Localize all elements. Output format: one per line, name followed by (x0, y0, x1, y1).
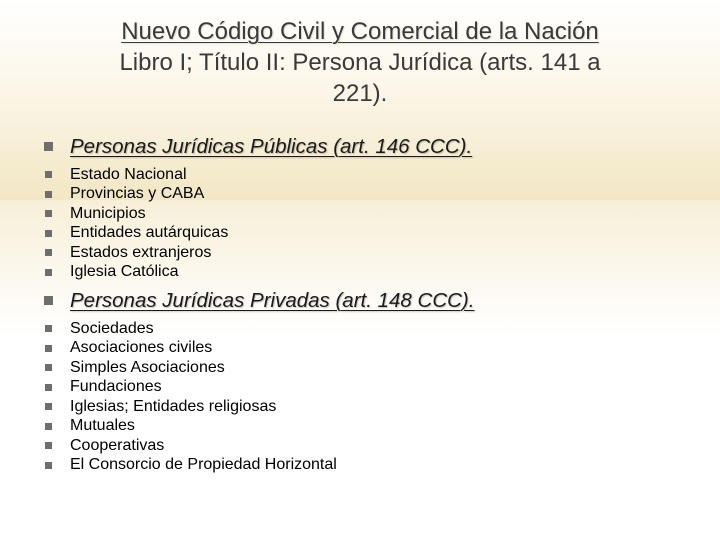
square-bullet-icon (45, 230, 52, 237)
square-bullet-icon (45, 462, 52, 469)
square-bullet-icon (45, 191, 52, 198)
list-item-text: Estado Nacional (70, 165, 187, 183)
list-item-text: Mutuales (70, 417, 135, 435)
heading-privadas-text: Personas Jurídicas Privadas (art. 148 CCC). (70, 288, 475, 312)
title-line-2: Libro I; Título II: Persona Jurídica (arts. 141 a (119, 49, 601, 76)
list-item-text: Fundaciones (70, 378, 162, 396)
list-item (36, 224, 686, 244)
square-bullet-icon (45, 269, 52, 276)
square-bullet-icon (45, 384, 52, 391)
list-item-text: Provincias y CABA (70, 185, 205, 203)
list-item-text: Municipios (70, 204, 146, 222)
list-item (36, 456, 686, 476)
list-item (36, 185, 686, 205)
square-bullet-icon (45, 345, 52, 352)
slide-title (20, 16, 700, 109)
list-item (36, 339, 686, 359)
title-line-3: 221). (332, 80, 388, 107)
list-item-text: Estados extranjeros (70, 243, 212, 261)
square-bullet-icon (45, 403, 52, 410)
list-item (36, 397, 686, 417)
square-bullet-icon (45, 325, 52, 332)
list-item-text: Cooperativas (70, 436, 165, 454)
list-item (36, 319, 686, 339)
square-bullet-icon (44, 296, 53, 305)
list-item-text: Simples Asociaciones (70, 358, 225, 376)
square-bullet-icon (45, 442, 52, 449)
list-item (36, 378, 686, 398)
list-item (36, 358, 686, 378)
list-item-text: Iglesias; Entidades religiosas (70, 397, 277, 415)
section-heading-privadas (36, 282, 686, 319)
slide-content (36, 128, 686, 475)
square-bullet-icon (45, 364, 52, 371)
list-item (36, 243, 686, 263)
list-item (36, 263, 686, 283)
square-bullet-icon (45, 210, 52, 217)
list-item (36, 165, 686, 185)
list-item (36, 436, 686, 456)
heading-publicas-text: Personas Jurídicas Públicas (art. 146 CCC). (70, 134, 473, 158)
square-bullet-icon (45, 171, 52, 178)
square-bullet-icon (45, 249, 52, 256)
list-item-text: Sociedades (70, 319, 154, 337)
square-bullet-icon (44, 142, 53, 151)
list-item (36, 204, 686, 224)
list-item-text: Iglesia Católica (70, 263, 179, 281)
square-bullet-icon (45, 423, 52, 430)
title-line-1: Nuevo Código Civil y Comercial de la Nación (121, 18, 599, 45)
list-item-text: El Consorcio de Propiedad Horizontal (70, 456, 337, 474)
list-item-text: Entidades autárquicas (70, 224, 229, 242)
section-heading-publicas (36, 128, 686, 165)
list-item-text: Asociaciones civiles (70, 339, 213, 357)
list-item (36, 417, 686, 437)
